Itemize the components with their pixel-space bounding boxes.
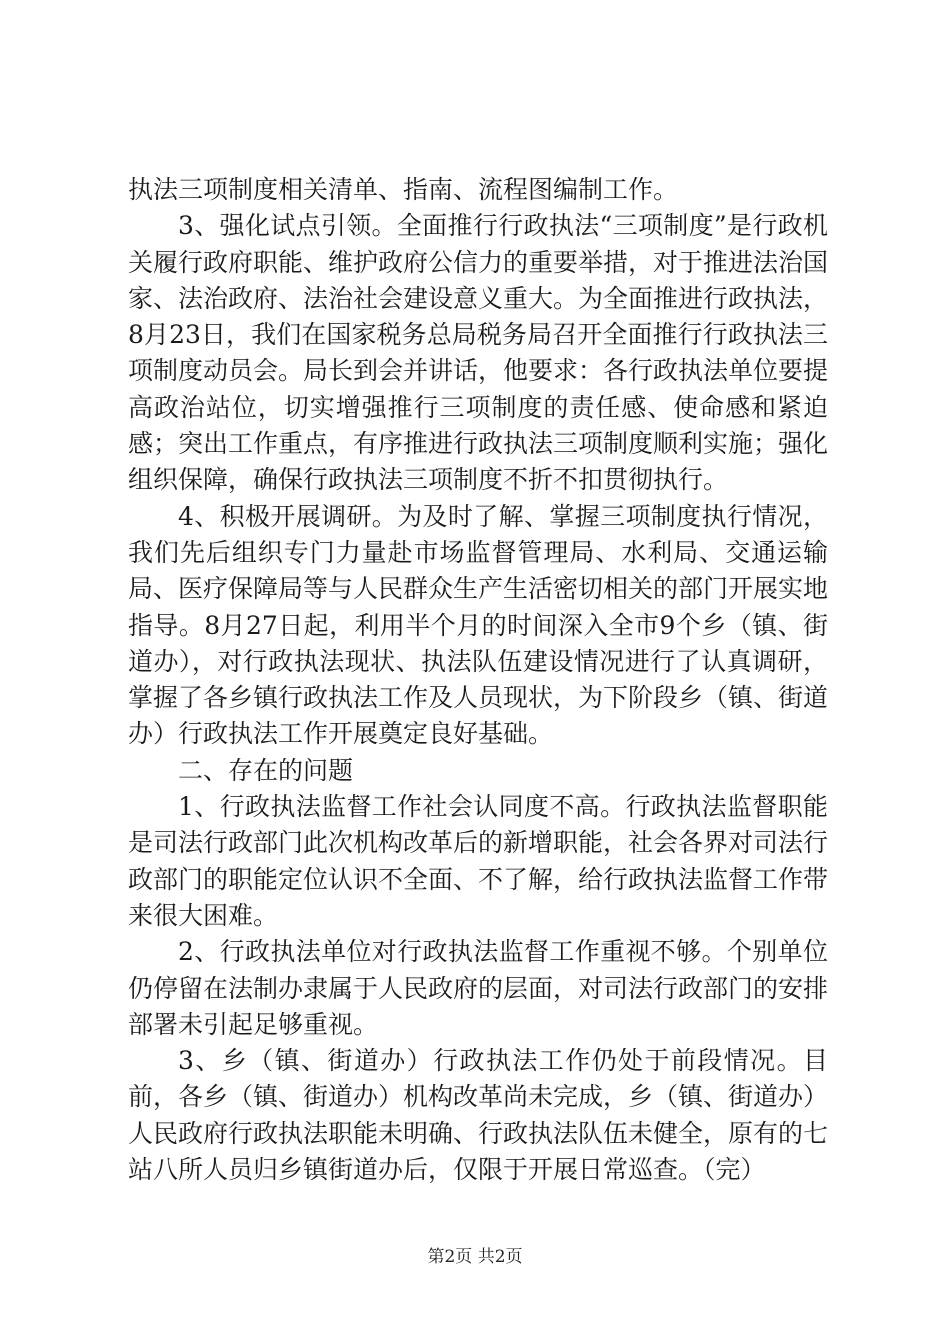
- page-number-footer: 第2页 共2页: [427, 1247, 523, 1267]
- document-body: [128, 172, 828, 1188]
- paragraph-item-3: 3、强化试点引领。全面推行行政执法“三项制度”是行政机关履行政府职能、维护政府公信力的重要举措，对于推进法治国家、法治政府、法治社会建设意义重大。为全面推进行政执法，8月23日，我们在国家税务总局税务局召开全面推行行政执法三项制度动员会。局长到会并讲话，他要求：各行政执法单位要提高政治站位，切实增强推行三项制度的责任感、使命感和紧迫感；突出工作重点，有序推进行政执法三项制度顺利实施；强化组织保障，确保行政执法三项制度不折不扣贯彻执行。: [128, 211, 829, 495]
- section-heading: 二、存在的问题: [178, 755, 354, 785]
- paragraph-problem-1: 1、行政执法监督工作社会认同度不高。行政执法监督职能是司法行政部门此次机构改革后的新增职能，社会各界对司法行政部门的职能定位认识不全面、不了解，给行政执法监督工作带来很大困难。: [128, 792, 829, 930]
- paragraph-continued: 执法三项制度相关清单、指南、流程图编制工作。: [128, 175, 679, 204]
- paragraph-item-4: 4、积极开展调研。为及时了解、掌握三项制度执行情况，我们先后组织专门力量赴市场监督管理局、水利局、交通运输局、医疗保障局等与人民群众生产生活密切相关的部门开展实地指导。8月27日起，利用半个月的时间深入全市9个乡（镇、街道办），对行政执法现状、执法队伍建设情况进行了认真调研，掌握了各乡镇行政执法工作及人员现状，为下阶段乡（镇、街道办）行政执法工作开展奠定良好基础。: [128, 501, 829, 749]
- paragraph-problem-3: 3、乡（镇、街道办）行政执法工作仍处于前段情况。目前，各乡（镇、街道办）机构改革尚未完成，乡（镇、街道办）人民政府行政执法职能未明确、行政执法队伍未健全，原有的七站八所人员归乡镇街道办后，仅限于开展日常巡查。（完）: [128, 1046, 829, 1185]
- paragraph-problem-2: 2、行政执法单位对行政执法监督工作重视不够。个别单位仍停留在法制办隶属于人民政府的层面，对司法行政部门的安排部署未引起足够重视。: [128, 937, 829, 1039]
